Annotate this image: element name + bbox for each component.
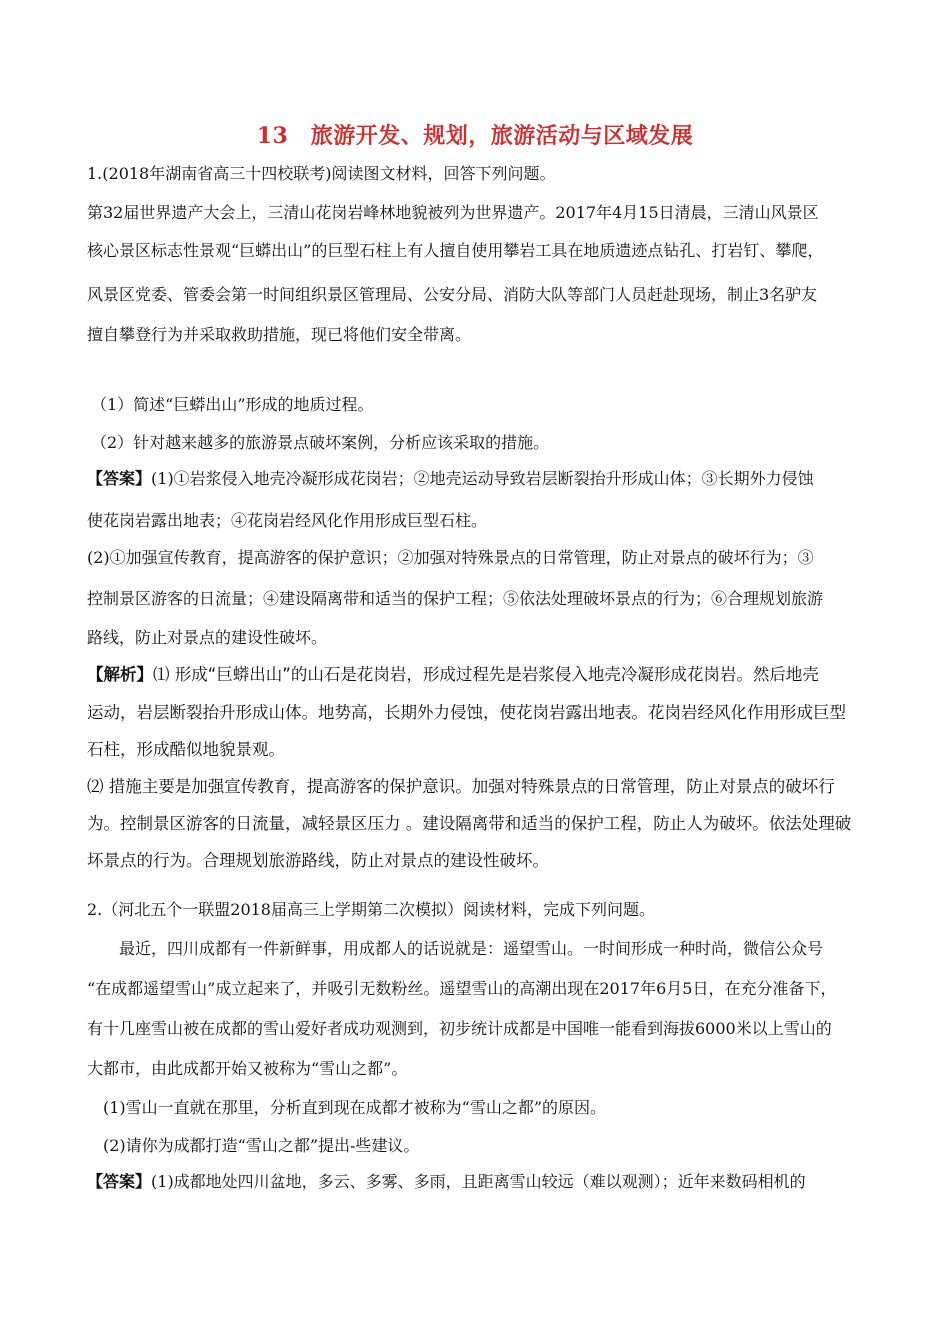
analysis-tag: 【解析】 xyxy=(87,665,153,684)
q1-analysis-line: ⑵ 措施主要是加强宣传教育，提高游客的保护意识。加强对特殊景点的日常管理，防止对景点的破坏行 xyxy=(87,777,835,796)
q1-answer-line: 使花岗岩露出地表；④花岗岩经风化作用形成巨型石柱。 xyxy=(87,511,488,530)
q2-passage-line: 有十几座雪山被在成都的雪山爱好者成功观测到，初步统计成都是中国唯一能看到海拔6000米以上雪山的 xyxy=(87,1019,832,1038)
q1-analysis-line: 坏景点的行为。合理规划旅游路线，防止对景点的建设性破坏。 xyxy=(87,851,549,870)
q1-answer-line: 路线，防止对景点的建设性破坏。 xyxy=(87,628,328,647)
q1-passage-line: 第32届世界遗产大会上，三清山花岗岩峰林地貌被列为世界遗产。2017年4月15日清晨，三清山风景区 xyxy=(87,203,819,222)
q2-passage-line: 大都市，由此成都开始又被称为“雪山之都”。 xyxy=(87,1059,408,1078)
q1-question: （2）针对越来越多的旅游景点破坏案例，分析应该采取的措施。 xyxy=(91,433,550,452)
q2-answer-line xyxy=(87,1172,806,1192)
q2-answer-text: (1)成都地处四川盆地，多云、多雾、多雨，且距离雪山较远（难以观测）；近年来数码相机的 xyxy=(151,1172,806,1191)
q2-passage-line: 最近，四川成都有一件新鲜事，用成都人的话说就是：遥望雪山。一时间形成一种时尚，微信公众号 xyxy=(119,939,824,958)
q1-analysis-line: 石柱，形成酷似地貌景观。 xyxy=(87,740,285,759)
q1-answer-text: (1)①岩浆侵入地壳冷凝形成花岗岩；②地壳运动导致岩层断裂抬升形成山体；③长期外力侵蚀 xyxy=(151,469,814,488)
q1-analysis-line: 运动，岩层断裂抬升形成山体。地势高，长期外力侵蚀，使花岗岩露出地表。花岗岩经风化作用形成巨型 xyxy=(87,703,846,722)
q1-passage-line: 擅自攀登行为并采取救助措施，现已将他们安全带离。 xyxy=(87,325,472,344)
answer-tag: 【答案】 xyxy=(87,1172,152,1191)
q1-answer-line: (2)①加强宣传教育，提高游客的保护意识；②加强对特殊景点的日常管理，防止对景点的破坏行为；③ xyxy=(87,548,814,567)
answer-tag: 【答案】 xyxy=(87,469,152,488)
q1-header: 1.(2018年湖南省高三十四校联考)阅读图文材料，回答下列问题。 xyxy=(87,164,556,183)
q1-answer-line xyxy=(87,469,814,489)
q1-answer-line: 控制景区游客的日流量；④建设隔离带和适当的保护工程；⑤依法处理破坏景点的行为；⑥合理规划旅游 xyxy=(87,589,824,608)
q2-header: 2.（河北五个一联盟2018届高三上学期第二次模拟）阅读材料，完成下列问题。 xyxy=(87,900,655,919)
q1-question: （1）简述“巨蟒出山”形成的地质过程。 xyxy=(91,395,374,414)
q2-question: (1)雪山一直就在那里，分析直到现在成都才被称为“雪山之都”的原因。 xyxy=(103,1098,607,1117)
q1-passage-line: 风景区党委、管委会第一时间组织景区管理局、公安分局、消防大队等部门人员赶赴现场，制止3名驴友 xyxy=(87,285,818,304)
q1-analysis-line xyxy=(87,665,819,685)
q1-analysis-line: 为。控制景区游客的日流量，减轻景区压力 。建设隔离带和适当的保护工程，防止人为破坏。依法处理破 xyxy=(87,814,852,833)
q2-question: (2)请你为成都打造“雪山之都”提出-些建议。 xyxy=(103,1136,420,1155)
q1-analysis-text: ⑴ 形成“巨蟒出山”的山石是花岗岩，形成过程先是岩浆侵入地壳冷凝形成花岗岩。然后地壳 xyxy=(153,665,819,684)
q2-passage-line: “在成都遥望雪山”成立起来了，并吸引无数粉丝。遥望雪山的高潮出现在2017年6月5日，在充分准备下， xyxy=(87,979,837,998)
q1-passage-line: 核心景区标志性景观“巨蟒出山”的巨型石柱上有人擅自使用攀岩工具在地质遗迹点钻孔、打岩钉、攀爬， xyxy=(87,241,824,260)
page-title: 13 旅游开发、规划，旅游活动与区域发展 xyxy=(256,123,694,149)
